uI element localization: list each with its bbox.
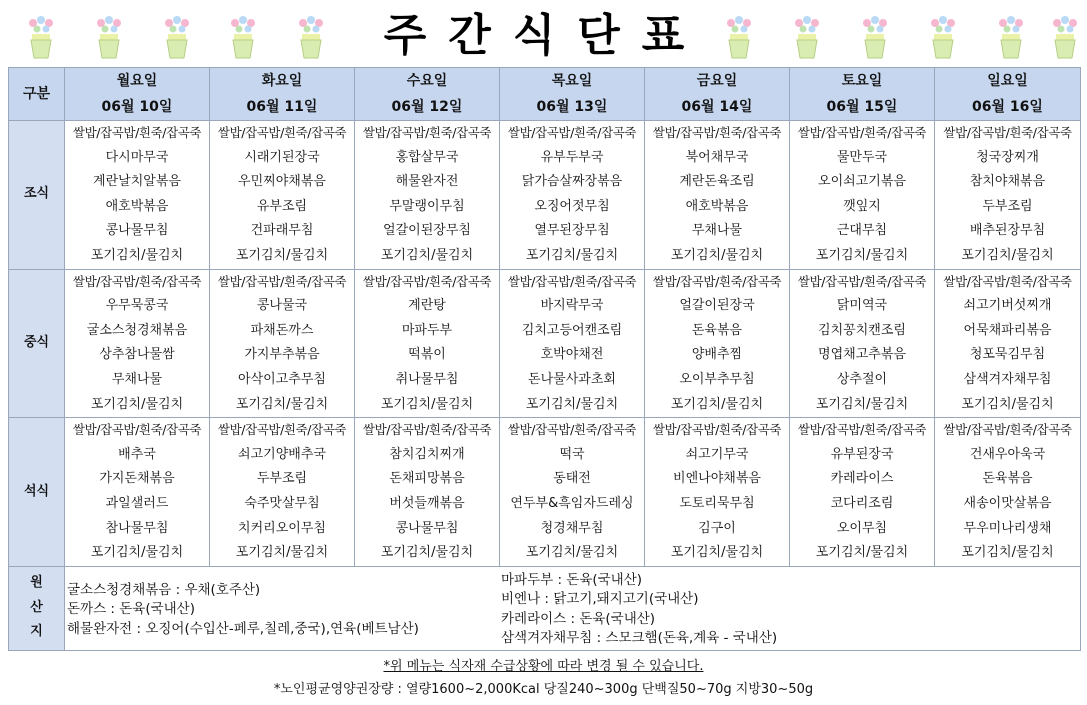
menu-item: 떡국 bbox=[559, 446, 585, 462]
menu-item: 쌀밥/잡곡밥/흰죽/잡곡죽 bbox=[362, 273, 492, 289]
origin-info bbox=[65, 566, 1081, 650]
flower-pot-icon bbox=[790, 14, 824, 62]
menu-item: 포기김치/물김치 bbox=[90, 247, 184, 263]
menu-item: 깻잎지 bbox=[843, 198, 881, 214]
menu-change-notice: *위 메뉴는 식자재 수급상황에 따라 변경 될 수 있습니다. bbox=[383, 659, 704, 674]
menu-item: 취나물무침 bbox=[395, 371, 459, 387]
menu-item: 쌀밥/잡곡밥/흰죽/잡곡죽 bbox=[507, 422, 637, 438]
menu-item: 포기김치/물김치 bbox=[380, 396, 474, 412]
menu-item: 포기김치/물김치 bbox=[380, 247, 474, 263]
day-date: 06월 13일 bbox=[536, 99, 608, 115]
menu-item: 포기김치/물김치 bbox=[961, 247, 1054, 263]
menu-item: 포기김치/물김치 bbox=[525, 545, 619, 561]
day-name: 월요일 bbox=[116, 73, 158, 89]
menu-item: 쌀밥/잡곡밥/흰죽/잡곡죽 bbox=[943, 273, 1072, 289]
menu-item: 두부조림 bbox=[256, 471, 308, 487]
day-name: 일요일 bbox=[987, 73, 1028, 89]
menu-item: 돈육볶음 bbox=[691, 322, 743, 338]
menu-item: 숙주맛살무침 bbox=[244, 495, 320, 511]
menu-item: 청국장찌개 bbox=[976, 149, 1039, 165]
menu-item: 북어채무국 bbox=[685, 149, 749, 165]
menu-item: 쌀밥/잡곡밥/흰죽/잡곡죽 bbox=[507, 273, 637, 289]
origin-item: 삼색겨자채무침 : 스모크햄(돈육,계육 - 국내산) bbox=[501, 630, 778, 647]
menu-item: 쌀밥/잡곡밥/흰죽/잡곡죽 bbox=[217, 422, 347, 438]
menu-item: 시래기된장국 bbox=[244, 149, 320, 165]
menu-item: 포기김치/물김치 bbox=[815, 247, 909, 263]
menu-cell bbox=[935, 121, 1081, 270]
flower-pot-icon bbox=[926, 14, 960, 62]
menu-item: 동태전 bbox=[553, 471, 591, 487]
menu-item: 마파두부 bbox=[401, 322, 453, 338]
menu-item: 유부조림 bbox=[256, 198, 308, 214]
menu-item: 포기김치/물김치 bbox=[525, 247, 619, 263]
menu-item: 해물완자전 bbox=[395, 174, 459, 190]
menu-item: 오징어젓무침 bbox=[534, 198, 610, 214]
menu-item: 쌀밥/잡곡밥/흰죽/잡곡죽 bbox=[362, 422, 492, 438]
menu-cell bbox=[65, 269, 210, 418]
day-date: 06월 10일 bbox=[101, 99, 173, 115]
meal-row bbox=[9, 269, 1081, 418]
menu-item: 무채나물 bbox=[691, 223, 743, 239]
menu-item: 쇠고기무국 bbox=[685, 446, 749, 462]
menu-item: 오이쇠고기볶음 bbox=[818, 174, 906, 190]
menu-item: 쇠고기양배추국 bbox=[238, 446, 326, 462]
menu-item: 다시마무국 bbox=[105, 149, 169, 165]
menu-item: 콩나물무침 bbox=[105, 223, 169, 239]
menu-item: 쌀밥/잡곡밥/흰죽/잡곡죽 bbox=[797, 422, 927, 438]
menu-item: 쌀밥/잡곡밥/흰죽/잡곡죽 bbox=[362, 125, 492, 140]
day-date: 06월 12일 bbox=[391, 99, 463, 115]
menu-item: 김치꽁치캔조림 bbox=[818, 322, 906, 338]
menu-item: 쌀밥/잡곡밥/흰죽/잡곡죽 bbox=[507, 125, 637, 140]
menu-item: 쌀밥/잡곡밥/흰죽/잡곡죽 bbox=[943, 422, 1072, 438]
page-title: 주간식단표 bbox=[383, 10, 707, 61]
menu-item: 연두부&흑임자드레싱 bbox=[510, 495, 634, 511]
menu-item: 닭가슴살짜장볶음 bbox=[521, 174, 623, 190]
menu-item: 닭미역국 bbox=[836, 298, 888, 314]
menu-item: 콩나물국 bbox=[256, 298, 308, 314]
menu-cell bbox=[355, 418, 500, 567]
day-header bbox=[65, 68, 210, 121]
menu-item: 애호박볶음 bbox=[105, 198, 169, 214]
menu-item: 배추된장무침 bbox=[969, 223, 1046, 239]
menu-item: 참치야채볶음 bbox=[969, 174, 1046, 190]
day-header bbox=[645, 68, 790, 121]
origin-label bbox=[9, 566, 65, 650]
menu-item: 떡볶이 bbox=[408, 347, 446, 363]
menu-item: 쇠고기버섯찌개 bbox=[963, 298, 1052, 314]
corner-label: 구분 bbox=[9, 68, 65, 121]
menu-item: 포기김치/물김치 bbox=[961, 396, 1054, 412]
menu-item: 쌀밥/잡곡밥/흰죽/잡곡죽 bbox=[217, 125, 347, 140]
meal-label: 조식 bbox=[9, 121, 65, 270]
menu-item: 비엔나야채볶음 bbox=[673, 471, 761, 487]
menu-item: 포기김치/물김치 bbox=[235, 545, 329, 561]
page-header bbox=[0, 0, 1087, 66]
menu-cell bbox=[645, 269, 790, 418]
menu-cell bbox=[355, 121, 500, 270]
menu-item: 유부두부국 bbox=[540, 149, 604, 165]
day-date: 06월 11일 bbox=[246, 99, 318, 115]
menu-item: 콩나물무침 bbox=[395, 520, 459, 536]
meal-row bbox=[9, 121, 1081, 270]
menu-item: 돈나물사과초회 bbox=[528, 371, 616, 387]
day-date: 06월 14일 bbox=[681, 99, 753, 115]
menu-item: 과일샐러드 bbox=[105, 495, 169, 511]
menu-item: 유부된장국 bbox=[830, 446, 894, 462]
menu-cell bbox=[645, 418, 790, 567]
menu-item: 삼색겨자채무침 bbox=[963, 371, 1052, 387]
nutrition-notice: *노인평균영양권장량 : 열량1600~2,000Kcal 당질240~300g 단백질50~70g 지방30~50g bbox=[273, 682, 814, 697]
day-header bbox=[355, 68, 500, 121]
menu-cell bbox=[65, 121, 210, 270]
menu-item: 파채돈까스 bbox=[250, 322, 314, 338]
menu-item: 김치고등어캔조림 bbox=[521, 322, 623, 338]
menu-item: 가지부추볶음 bbox=[244, 347, 320, 363]
menu-item: 무말랭이무침 bbox=[389, 198, 465, 214]
menu-item: 쌀밥/잡곡밥/흰죽/잡곡죽 bbox=[797, 273, 927, 289]
menu-item: 코다리조림 bbox=[830, 495, 894, 511]
menu-item: 건파래무침 bbox=[250, 223, 314, 239]
flower-pot-icon bbox=[994, 14, 1028, 62]
menu-item: 버섯들깨볶음 bbox=[389, 495, 465, 511]
menu-item: 건새우아욱국 bbox=[969, 446, 1046, 462]
day-name: 수요일 bbox=[406, 73, 448, 89]
menu-item: 카레라이스 bbox=[830, 471, 894, 487]
menu-item: 양배추찜 bbox=[691, 347, 743, 363]
menu-item: 포기김치/물김치 bbox=[90, 545, 184, 561]
weekly-menu-table bbox=[8, 67, 1081, 651]
menu-cell bbox=[210, 418, 355, 567]
day-name: 목요일 bbox=[551, 73, 593, 89]
menu-item: 참치김치찌개 bbox=[389, 446, 465, 462]
day-header bbox=[790, 68, 935, 121]
menu-item: 우무묵콩국 bbox=[105, 298, 169, 314]
menu-item: 우민찌야채볶음 bbox=[238, 174, 326, 190]
menu-item: 어묵채파리볶음 bbox=[963, 322, 1052, 338]
menu-item: 쌀밥/잡곡밥/흰죽/잡곡죽 bbox=[217, 273, 347, 289]
menu-item: 포기김치/물김치 bbox=[815, 545, 909, 561]
menu-cell bbox=[500, 418, 645, 567]
menu-item: 애호박볶음 bbox=[685, 198, 749, 214]
origin-item: 굴소스청경채볶음 : 우채(호주산) bbox=[67, 581, 261, 598]
menu-item: 무채나물 bbox=[111, 371, 163, 387]
menu-cell bbox=[645, 121, 790, 270]
meal-label: 중식 bbox=[9, 269, 65, 418]
origin-label-char: 산 bbox=[30, 599, 43, 615]
menu-item: 청경채무침 bbox=[540, 520, 604, 536]
origin-item: 돈까스 : 돈육(국내산) bbox=[67, 601, 195, 618]
flower-pot-icon bbox=[226, 14, 260, 62]
menu-cell bbox=[935, 269, 1081, 418]
meal-label: 석식 bbox=[9, 418, 65, 567]
day-name: 화요일 bbox=[261, 73, 303, 89]
menu-item: 새송이맛살볶음 bbox=[963, 495, 1052, 511]
menu-item: 포기김치/물김치 bbox=[525, 396, 619, 412]
menu-item: 돈채피망볶음 bbox=[389, 471, 465, 487]
menu-item: 쌀밥/잡곡밥/흰죽/잡곡죽 bbox=[72, 273, 202, 289]
flower-pot-icon bbox=[858, 14, 892, 62]
menu-item: 포기김치/물김치 bbox=[670, 247, 764, 263]
menu-item: 포기김치/물김치 bbox=[235, 396, 329, 412]
origin-list-left bbox=[67, 581, 419, 640]
menu-cell bbox=[210, 269, 355, 418]
origin-item: 카레라이스 : 돈육(국내산) bbox=[501, 610, 656, 627]
menu-item: 호박야채전 bbox=[540, 347, 604, 363]
menu-item: 쌀밥/잡곡밥/흰죽/잡곡죽 bbox=[797, 125, 927, 140]
menu-item: 홍합살무국 bbox=[395, 149, 459, 165]
origin-label-char: 원 bbox=[30, 575, 43, 591]
menu-item: 도토리묵무침 bbox=[679, 495, 755, 511]
menu-item: 참나물무침 bbox=[105, 520, 169, 536]
origin-label-char: 지 bbox=[30, 624, 43, 640]
menu-item: 얼갈이된장국 bbox=[679, 298, 755, 314]
flower-pot-icon bbox=[160, 14, 194, 62]
menu-item: 상추절이 bbox=[836, 371, 888, 387]
menu-item: 명엽채고추볶음 bbox=[818, 347, 906, 363]
origin-item: 비엔나 : 닭고기,돼지고기(국내산) bbox=[501, 591, 699, 608]
day-name: 금요일 bbox=[696, 73, 738, 89]
menu-cell bbox=[500, 269, 645, 418]
menu-item: 포기김치/물김치 bbox=[815, 396, 909, 412]
menu-cell bbox=[790, 418, 935, 567]
day-header bbox=[935, 68, 1081, 121]
menu-item: 바지락무국 bbox=[540, 298, 604, 314]
meal-row bbox=[9, 418, 1081, 567]
menu-item: 계란탕 bbox=[408, 298, 446, 314]
flower-pot-icon bbox=[1048, 14, 1082, 62]
day-header bbox=[210, 68, 355, 121]
flower-pot-icon bbox=[92, 14, 126, 62]
menu-item: 배추국 bbox=[118, 446, 156, 462]
menu-item: 쌀밥/잡곡밥/흰죽/잡곡죽 bbox=[943, 125, 1072, 140]
day-header bbox=[500, 68, 645, 121]
origin-item: 해물완자전 : 오징어(수입산-페루,칠레,중국),연육(베트남산) bbox=[67, 620, 419, 637]
flower-pot-icon bbox=[722, 14, 756, 62]
origin-list-right bbox=[501, 571, 777, 649]
menu-item: 포기김치/물김치 bbox=[670, 396, 764, 412]
flower-pot-icon bbox=[294, 14, 328, 62]
menu-cell bbox=[790, 269, 935, 418]
menu-item: 포기김치/물김치 bbox=[670, 545, 764, 561]
menu-item: 계란날치알볶음 bbox=[93, 174, 181, 190]
menu-item: 쌀밥/잡곡밥/흰죽/잡곡죽 bbox=[652, 125, 782, 140]
origin-item: 마파두부 : 돈육(국내산) bbox=[501, 571, 643, 588]
menu-item: 무우미나리생채 bbox=[963, 520, 1052, 536]
menu-item: 돈육볶음 bbox=[982, 471, 1033, 487]
day-date: 06월 16일 bbox=[972, 99, 1043, 115]
menu-cell bbox=[790, 121, 935, 270]
menu-item: 오이부추무침 bbox=[679, 371, 755, 387]
menu-cell bbox=[500, 121, 645, 270]
menu-cell bbox=[65, 418, 210, 567]
menu-item: 상추참나물쌈 bbox=[99, 347, 175, 363]
menu-cell bbox=[355, 269, 500, 418]
menu-item: 가지돈채볶음 bbox=[99, 471, 175, 487]
menu-item: 쌀밥/잡곡밥/흰죽/잡곡죽 bbox=[652, 422, 782, 438]
menu-item: 쌀밥/잡곡밥/흰죽/잡곡죽 bbox=[72, 422, 202, 438]
menu-item: 포기김치/물김치 bbox=[380, 545, 474, 561]
menu-item: 청포묵김무침 bbox=[969, 347, 1046, 363]
menu-item: 김구이 bbox=[698, 520, 736, 536]
menu-item: 근대무침 bbox=[836, 223, 888, 239]
menu-item: 쌀밥/잡곡밥/흰죽/잡곡죽 bbox=[72, 125, 202, 140]
menu-item: 열무된장무침 bbox=[534, 223, 610, 239]
menu-item: 오이무침 bbox=[836, 520, 888, 536]
menu-item: 얼갈이된장무침 bbox=[383, 223, 471, 239]
day-date: 06월 15일 bbox=[826, 99, 898, 115]
menu-item: 쌀밥/잡곡밥/흰죽/잡곡죽 bbox=[652, 273, 782, 289]
day-name: 토요일 bbox=[841, 73, 883, 89]
menu-cell bbox=[210, 121, 355, 270]
menu-item: 포기김치/물김치 bbox=[90, 396, 184, 412]
menu-item: 아삭이고추무침 bbox=[238, 371, 326, 387]
flower-pot-icon bbox=[24, 14, 58, 62]
menu-item: 계란돈육조림 bbox=[679, 174, 755, 190]
menu-item: 굴소스청경채볶음 bbox=[86, 322, 188, 338]
menu-item: 두부조림 bbox=[982, 198, 1033, 214]
menu-item: 포기김치/물김치 bbox=[235, 247, 329, 263]
menu-item: 물만두국 bbox=[836, 149, 888, 165]
menu-cell bbox=[935, 418, 1081, 567]
menu-item: 치커리오이무침 bbox=[238, 520, 326, 536]
menu-item: 포기김치/물김치 bbox=[961, 545, 1054, 561]
